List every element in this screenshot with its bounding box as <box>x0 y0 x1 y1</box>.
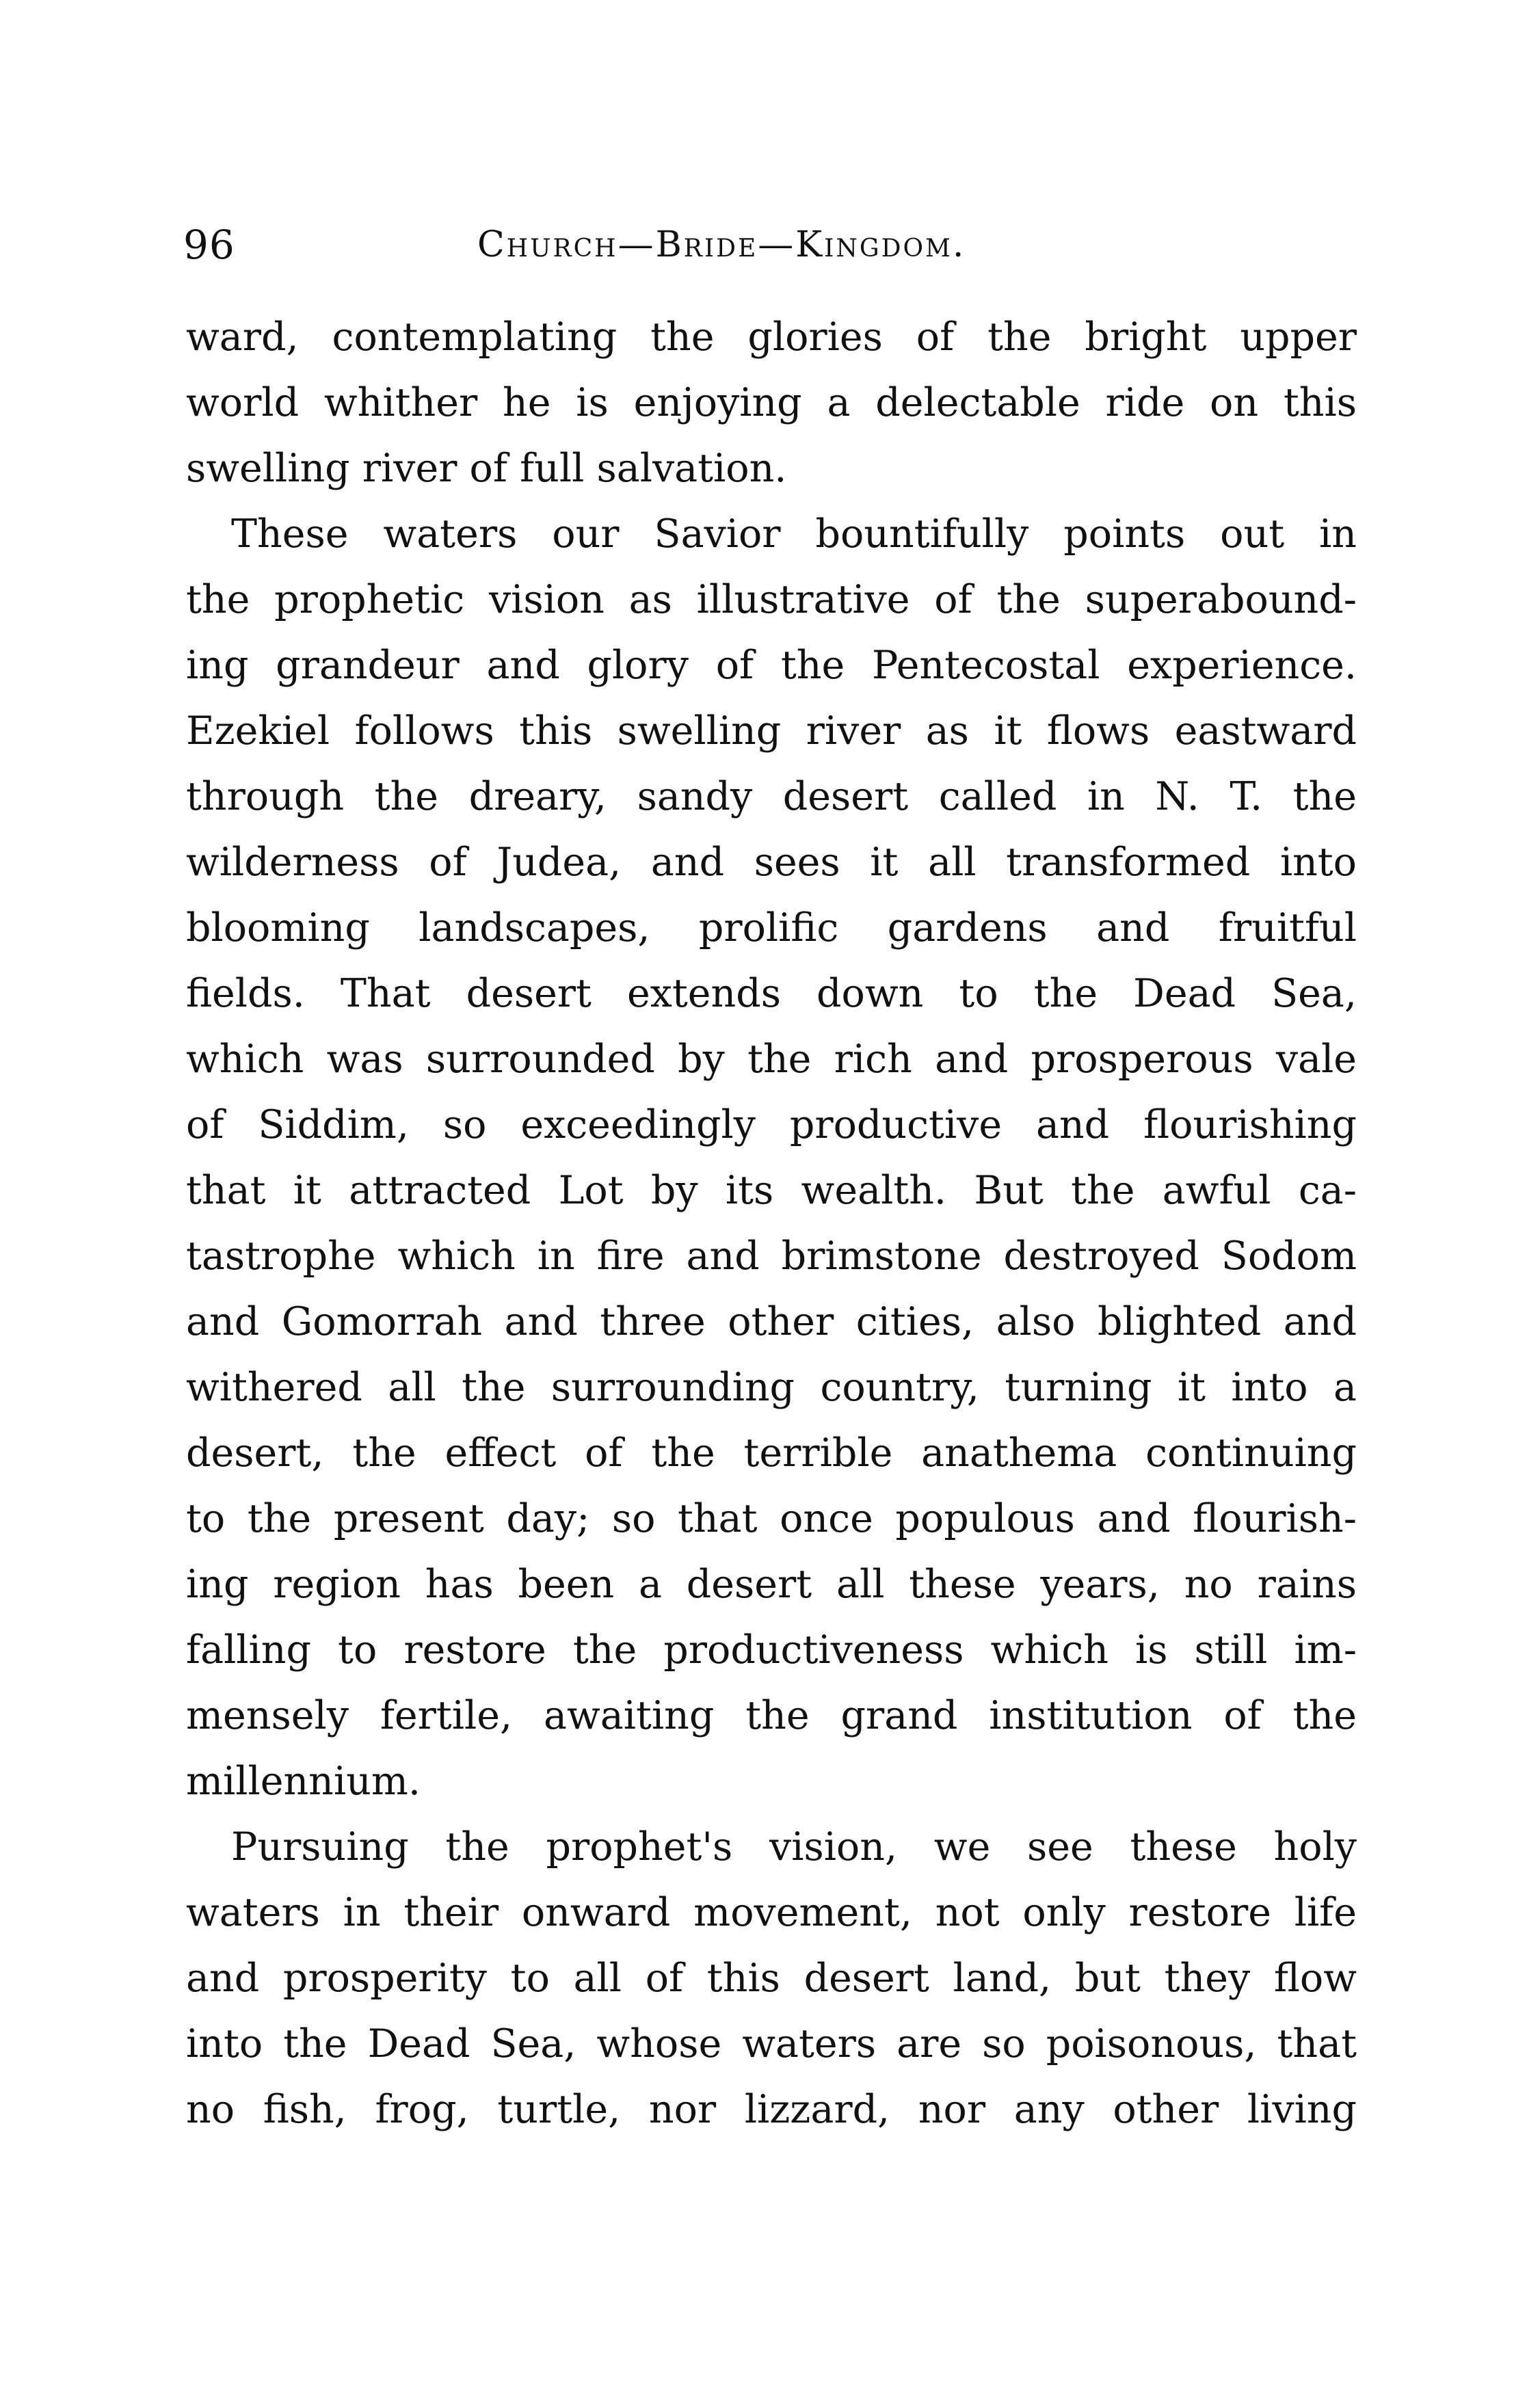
text-line: that it attracted Lot by its wealth. But the awful ca- <box>186 1168 1357 1213</box>
text-line: through the dreary, sandy desert called in N. T. the <box>186 774 1357 819</box>
text-line: desert, the effect of the terrible anathema continuing <box>186 1431 1357 1476</box>
running-title: Church—Bride—Kingdom. <box>477 224 966 265</box>
text-line: millennium. <box>186 1759 421 1804</box>
text-line: world whither he is enjoying a delectable ride on this <box>186 380 1357 425</box>
text-line: into the Dead Sea, whose waters are so poisonous, that <box>186 2021 1357 2066</box>
running-head <box>183 217 1359 272</box>
text-line: blooming landscapes, prolific gardens and fruitful <box>186 905 1357 950</box>
text-line: ward, contemplating the glories of the bright upper <box>186 315 1357 360</box>
text-line: These waters our Savior bountifully points out in <box>231 511 1357 557</box>
text-line: tastrophe which in fire and brimstone destroyed Sodom <box>186 1234 1357 1279</box>
text-line: waters in their onward movement, not only restore life <box>186 1890 1357 1935</box>
text-line: which was surrounded by the rich and prosperous vale <box>186 1037 1357 1082</box>
text-line: ing region has been a desert all these years, no rains <box>186 1562 1357 1607</box>
text-line: falling to restore the productiveness which is still im- <box>186 1627 1357 1673</box>
text-line: no fish, frog, turtle, nor lizzard, nor any other living <box>186 2087 1357 2132</box>
text-line: mensely fertile, awaiting the grand institution of the <box>186 1693 1357 1738</box>
text-line: the prophetic vision as illustrative of the superabound- <box>186 577 1357 622</box>
text-line: of Siddim, so exceedingly productive and flourishing <box>186 1102 1357 1147</box>
text-line: and prosperity to all of this desert land, but they flow <box>186 1956 1357 2001</box>
page-number: 96 <box>183 222 235 268</box>
text-line: swelling river of full salvation. <box>186 446 787 491</box>
text-line: fields. That desert extends down to the Dead Sea, <box>186 971 1357 1016</box>
text-line: wilderness of Judea, and sees it all transformed into <box>186 840 1357 885</box>
text-line: Ezekiel follows this swelling river as it flows eastward <box>186 708 1357 754</box>
text-line: ing grandeur and glory of the Pentecostal experience. <box>186 643 1357 688</box>
text-line: withered all the surrounding country, turning it into a <box>186 1365 1357 1410</box>
text-line: to the present day; so that once populous and flourish- <box>186 1496 1357 1541</box>
text-line: and Gomorrah and three other cities, also blighted and <box>186 1299 1357 1344</box>
text-line: Pursuing the prophet's vision, we see these holy <box>231 1824 1357 1870</box>
